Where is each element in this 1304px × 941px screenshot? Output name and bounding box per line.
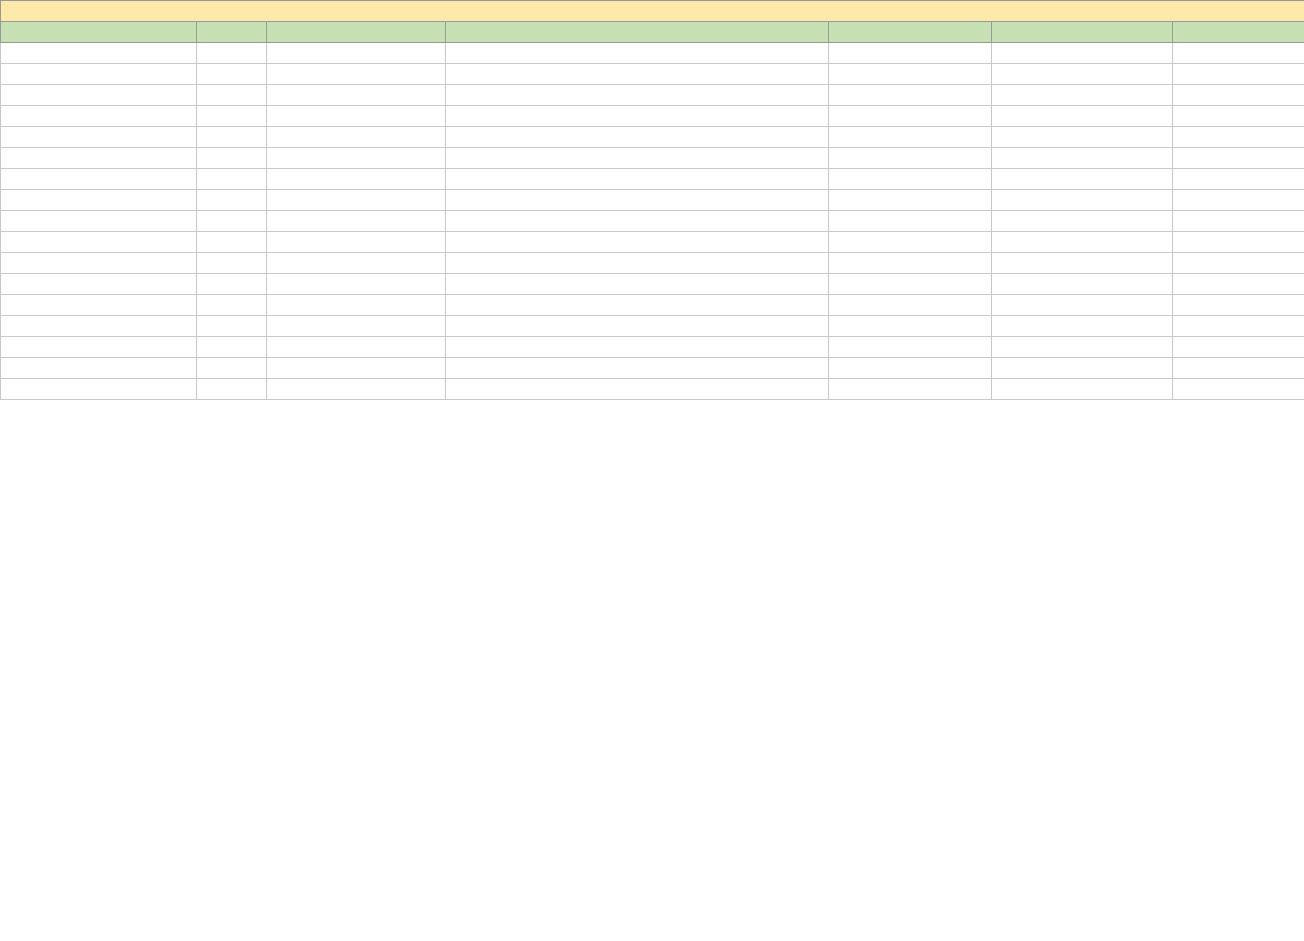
cell-infraccion[interactable] <box>446 64 829 85</box>
cell-equipo[interactable] <box>1 190 197 211</box>
cell-equipo[interactable] <box>1 232 197 253</box>
cell-infraccion[interactable] <box>446 274 829 295</box>
cell-habilitado[interactable] <box>992 106 1173 127</box>
cell-nombre[interactable] <box>267 358 446 379</box>
cell-observaciones[interactable] <box>1173 106 1304 127</box>
cell-numero[interactable] <box>197 232 267 253</box>
cell-nombre[interactable] <box>267 274 446 295</box>
cell-sancion[interactable] <box>829 169 992 190</box>
cell-numero[interactable] <box>197 358 267 379</box>
header-habilitado[interactable] <box>992 22 1173 43</box>
cell-nombre[interactable] <box>267 43 446 64</box>
header-row <box>1 22 1304 43</box>
cell-infraccion[interactable] <box>446 127 829 148</box>
cell-sancion[interactable] <box>829 106 992 127</box>
cell-equipo[interactable] <box>1 295 197 316</box>
table-row <box>1 379 1304 400</box>
header-nombre[interactable] <box>267 22 446 43</box>
table-row <box>1 316 1304 337</box>
cell-habilitado[interactable] <box>992 64 1173 85</box>
cell-habilitado[interactable] <box>992 148 1173 169</box>
cell-numero[interactable] <box>197 253 267 274</box>
cell-numero[interactable] <box>197 85 267 106</box>
cell-observaciones[interactable] <box>1173 358 1304 379</box>
spreadsheet <box>0 0 1304 400</box>
table-row <box>1 106 1304 127</box>
cell-infraccion[interactable] <box>446 295 829 316</box>
cell-habilitado[interactable] <box>992 85 1173 106</box>
cell-infraccion[interactable] <box>446 379 829 400</box>
cell-infraccion[interactable] <box>446 190 829 211</box>
cell-infraccion[interactable] <box>446 232 829 253</box>
table-row <box>1 211 1304 232</box>
cell-nombre[interactable] <box>267 211 446 232</box>
cell-habilitado[interactable] <box>992 295 1173 316</box>
cell-observaciones[interactable] <box>1173 85 1304 106</box>
table-row <box>1 190 1304 211</box>
table-row <box>1 295 1304 316</box>
cell-sancion[interactable] <box>829 295 992 316</box>
cell-equipo[interactable] <box>1 316 197 337</box>
cell-observaciones[interactable] <box>1173 127 1304 148</box>
cell-habilitado[interactable] <box>992 337 1173 358</box>
cell-infraccion[interactable] <box>446 43 829 64</box>
cell-observaciones[interactable] <box>1173 190 1304 211</box>
cell-observaciones[interactable] <box>1173 232 1304 253</box>
cell-infraccion[interactable] <box>446 358 829 379</box>
cell-equipo[interactable] <box>1 253 197 274</box>
cell-nombre[interactable] <box>267 190 446 211</box>
cell-nombre[interactable] <box>267 127 446 148</box>
header-sancion[interactable] <box>829 22 992 43</box>
cell-observaciones[interactable] <box>1173 253 1304 274</box>
cell-numero[interactable] <box>197 379 267 400</box>
sanctions-table <box>0 0 1304 400</box>
cell-equipo[interactable] <box>1 337 197 358</box>
cell-numero[interactable] <box>197 316 267 337</box>
cell-numero[interactable] <box>197 169 267 190</box>
cell-infraccion[interactable] <box>446 337 829 358</box>
cell-infraccion[interactable] <box>446 148 829 169</box>
cell-infraccion[interactable] <box>446 106 829 127</box>
cell-observaciones[interactable] <box>1173 316 1304 337</box>
cell-habilitado[interactable] <box>992 232 1173 253</box>
cell-numero[interactable] <box>197 43 267 64</box>
cell-infraccion[interactable] <box>446 85 829 106</box>
cell-nombre[interactable] <box>267 295 446 316</box>
header-numero[interactable] <box>197 22 267 43</box>
title-row <box>1 1 1304 22</box>
cell-observaciones[interactable] <box>1173 64 1304 85</box>
table-row <box>1 85 1304 106</box>
cell-habilitado[interactable] <box>992 358 1173 379</box>
cell-infraccion[interactable] <box>446 253 829 274</box>
sheet-title[interactable] <box>1 1 1304 22</box>
cell-numero[interactable] <box>197 274 267 295</box>
cell-sancion[interactable] <box>829 253 992 274</box>
cell-sancion[interactable] <box>829 43 992 64</box>
cell-nombre[interactable] <box>267 379 446 400</box>
cell-sancion[interactable] <box>829 316 992 337</box>
cell-observaciones[interactable] <box>1173 211 1304 232</box>
cell-numero[interactable] <box>197 64 267 85</box>
cell-observaciones[interactable] <box>1173 43 1304 64</box>
cell-sancion[interactable] <box>829 190 992 211</box>
cell-equipo[interactable] <box>1 148 197 169</box>
cell-observaciones[interactable] <box>1173 295 1304 316</box>
cell-sancion[interactable] <box>829 358 992 379</box>
cell-nombre[interactable] <box>267 85 446 106</box>
header-infraccion[interactable] <box>446 22 829 43</box>
cell-equipo[interactable] <box>1 379 197 400</box>
cell-nombre[interactable] <box>267 337 446 358</box>
cell-equipo[interactable] <box>1 127 197 148</box>
cell-infraccion[interactable] <box>446 211 829 232</box>
cell-habilitado[interactable] <box>992 253 1173 274</box>
table-row <box>1 274 1304 295</box>
cell-sancion[interactable] <box>829 379 992 400</box>
cell-equipo[interactable] <box>1 211 197 232</box>
cell-sancion[interactable] <box>829 274 992 295</box>
table-row <box>1 337 1304 358</box>
cell-infraccion[interactable] <box>446 169 829 190</box>
cell-observaciones[interactable] <box>1173 337 1304 358</box>
cell-habilitado[interactable] <box>992 190 1173 211</box>
table-row <box>1 127 1304 148</box>
cell-sancion[interactable] <box>829 64 992 85</box>
cell-observaciones[interactable] <box>1173 274 1304 295</box>
cell-equipo[interactable] <box>1 169 197 190</box>
cell-nombre[interactable] <box>267 64 446 85</box>
cell-nombre[interactable] <box>267 169 446 190</box>
cell-numero[interactable] <box>197 190 267 211</box>
cell-observaciones[interactable] <box>1173 148 1304 169</box>
table-row <box>1 64 1304 85</box>
cell-habilitado[interactable] <box>992 211 1173 232</box>
table-row <box>1 232 1304 253</box>
cell-infraccion[interactable] <box>446 316 829 337</box>
cell-sancion[interactable] <box>829 148 992 169</box>
cell-numero[interactable] <box>197 295 267 316</box>
cell-numero[interactable] <box>197 148 267 169</box>
cell-equipo[interactable] <box>1 64 197 85</box>
table-row <box>1 43 1304 64</box>
cell-equipo[interactable] <box>1 274 197 295</box>
cell-sancion[interactable] <box>829 127 992 148</box>
cell-habilitado[interactable] <box>992 43 1173 64</box>
cell-numero[interactable] <box>197 127 267 148</box>
cell-nombre[interactable] <box>267 232 446 253</box>
cell-numero[interactable] <box>197 106 267 127</box>
cell-habilitado[interactable] <box>992 274 1173 295</box>
cell-habilitado[interactable] <box>992 316 1173 337</box>
cell-equipo[interactable] <box>1 358 197 379</box>
cell-sancion[interactable] <box>829 85 992 106</box>
cell-observaciones[interactable] <box>1173 379 1304 400</box>
cell-equipo[interactable] <box>1 85 197 106</box>
cell-nombre[interactable] <box>267 316 446 337</box>
cell-nombre[interactable] <box>267 106 446 127</box>
cell-equipo[interactable] <box>1 43 197 64</box>
header-equipo[interactable] <box>1 22 197 43</box>
table-row <box>1 148 1304 169</box>
cell-nombre[interactable] <box>267 148 446 169</box>
cell-habilitado[interactable] <box>992 379 1173 400</box>
header-observaciones[interactable] <box>1173 22 1304 43</box>
cell-numero[interactable] <box>197 211 267 232</box>
table-row <box>1 358 1304 379</box>
cell-habilitado[interactable] <box>992 169 1173 190</box>
cell-nombre[interactable] <box>267 253 446 274</box>
cell-sancion[interactable] <box>829 211 992 232</box>
table-row <box>1 169 1304 190</box>
cell-sancion[interactable] <box>829 232 992 253</box>
table-row <box>1 253 1304 274</box>
cell-equipo[interactable] <box>1 106 197 127</box>
cell-observaciones[interactable] <box>1173 169 1304 190</box>
cell-numero[interactable] <box>197 337 267 358</box>
cell-habilitado[interactable] <box>992 127 1173 148</box>
cell-sancion[interactable] <box>829 337 992 358</box>
